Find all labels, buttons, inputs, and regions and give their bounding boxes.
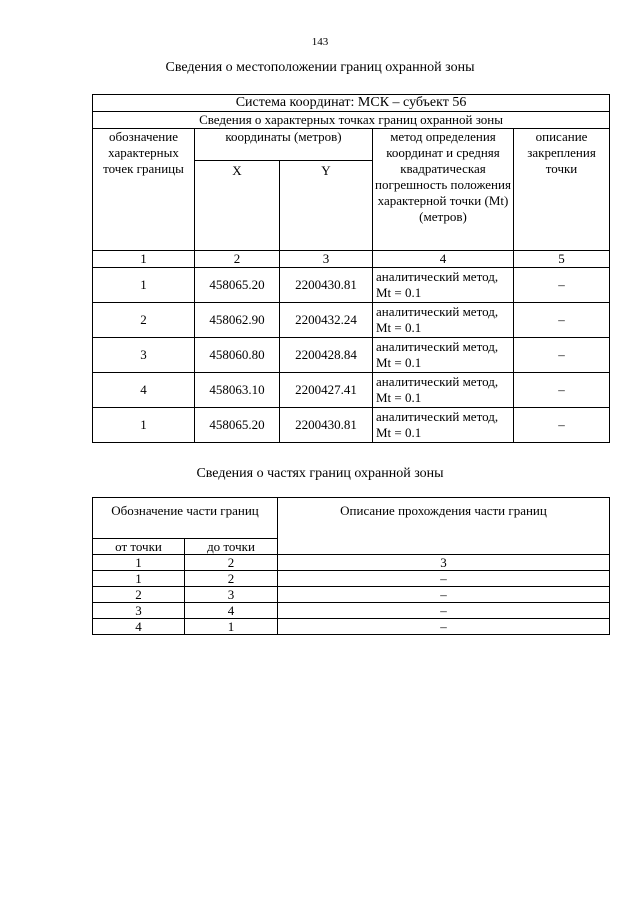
col-number: 2 (195, 251, 280, 268)
header-to-point: до точки (185, 539, 278, 555)
col-number: 1 (93, 251, 195, 268)
header-y: Y (280, 161, 373, 251)
x-cell: 458060.80 (195, 338, 280, 373)
table-row (93, 587, 610, 603)
header-method: метод определения координат и средняя квадратическая погрешность положения характерной точки (Mt) (метров) (373, 129, 514, 251)
page-number: 143 (311, 36, 329, 48)
from-cell: 3 (93, 603, 185, 619)
col-number: 3 (280, 251, 373, 268)
header-part-description: Описание прохождения части границ (278, 498, 610, 555)
coord-system-cell: Система координат: МСК – субъект 56 (93, 95, 610, 112)
y-cell: 2200430.81 (280, 408, 373, 443)
table-subtitle-cell: Сведения о характерных точках границ охранной зоны (93, 112, 610, 129)
col-number: 3 (278, 555, 610, 571)
table-row (93, 603, 610, 619)
desc-cell: – (514, 338, 610, 373)
x-cell: 458065.20 (195, 408, 280, 443)
point-cell: 3 (93, 338, 195, 373)
table-row (93, 268, 610, 303)
desc-cell: – (514, 303, 610, 338)
table-row (93, 303, 610, 338)
method-cell: аналитический метод, Mt = 0.1 (373, 303, 514, 338)
from-cell: 4 (93, 619, 185, 635)
y-cell: 2200427.41 (280, 373, 373, 408)
desc-cell: – (278, 571, 610, 587)
to-cell: 1 (185, 619, 278, 635)
point-cell: 4 (93, 373, 195, 408)
col-number: 4 (373, 251, 514, 268)
col-number: 1 (93, 555, 185, 571)
desc-cell: – (278, 587, 610, 603)
desc-cell: – (278, 603, 610, 619)
table-row (93, 571, 610, 587)
section-title-location: Сведения о местоположении границ охранной зоны (165, 60, 475, 75)
point-cell: 1 (93, 268, 195, 303)
method-cell: аналитический метод, Mt = 0.1 (373, 373, 514, 408)
to-cell: 4 (185, 603, 278, 619)
col-number: 2 (185, 555, 278, 571)
desc-cell: – (514, 408, 610, 443)
table-row (93, 373, 610, 408)
y-cell: 2200432.24 (280, 303, 373, 338)
table-row (93, 408, 610, 443)
table-row (93, 619, 610, 635)
header-from-point: от точки (93, 539, 185, 555)
col-number: 5 (514, 251, 610, 268)
x-cell: 458063.10 (195, 373, 280, 408)
from-cell: 2 (93, 587, 185, 603)
method-cell: аналитический метод, Mt = 0.1 (373, 408, 514, 443)
header-coordinates: координаты (метров) (195, 129, 373, 161)
desc-cell: – (278, 619, 610, 635)
header-part-designation: Обозначение части границ (93, 498, 278, 539)
x-cell: 458062.90 (195, 303, 280, 338)
to-cell: 3 (185, 587, 278, 603)
boundary-parts-table (92, 497, 610, 635)
header-x: X (195, 161, 280, 251)
table-row (93, 338, 610, 373)
method-cell: аналитический метод, Mt = 0.1 (373, 338, 514, 373)
to-cell: 2 (185, 571, 278, 587)
desc-cell: – (514, 268, 610, 303)
method-cell: аналитический метод, Mt = 0.1 (373, 268, 514, 303)
y-cell: 2200428.84 (280, 338, 373, 373)
from-cell: 1 (93, 571, 185, 587)
header-description: описание закрепления точки (514, 129, 610, 251)
boundary-points-table (92, 94, 610, 443)
point-cell: 1 (93, 408, 195, 443)
x-cell: 458065.20 (195, 268, 280, 303)
y-cell: 2200430.81 (280, 268, 373, 303)
point-cell: 2 (93, 303, 195, 338)
section-title-parts: Сведения о частях границ охранной зоны (196, 466, 444, 481)
header-point-designation: обозначение характерных точек границы (93, 129, 195, 251)
desc-cell: – (514, 373, 610, 408)
